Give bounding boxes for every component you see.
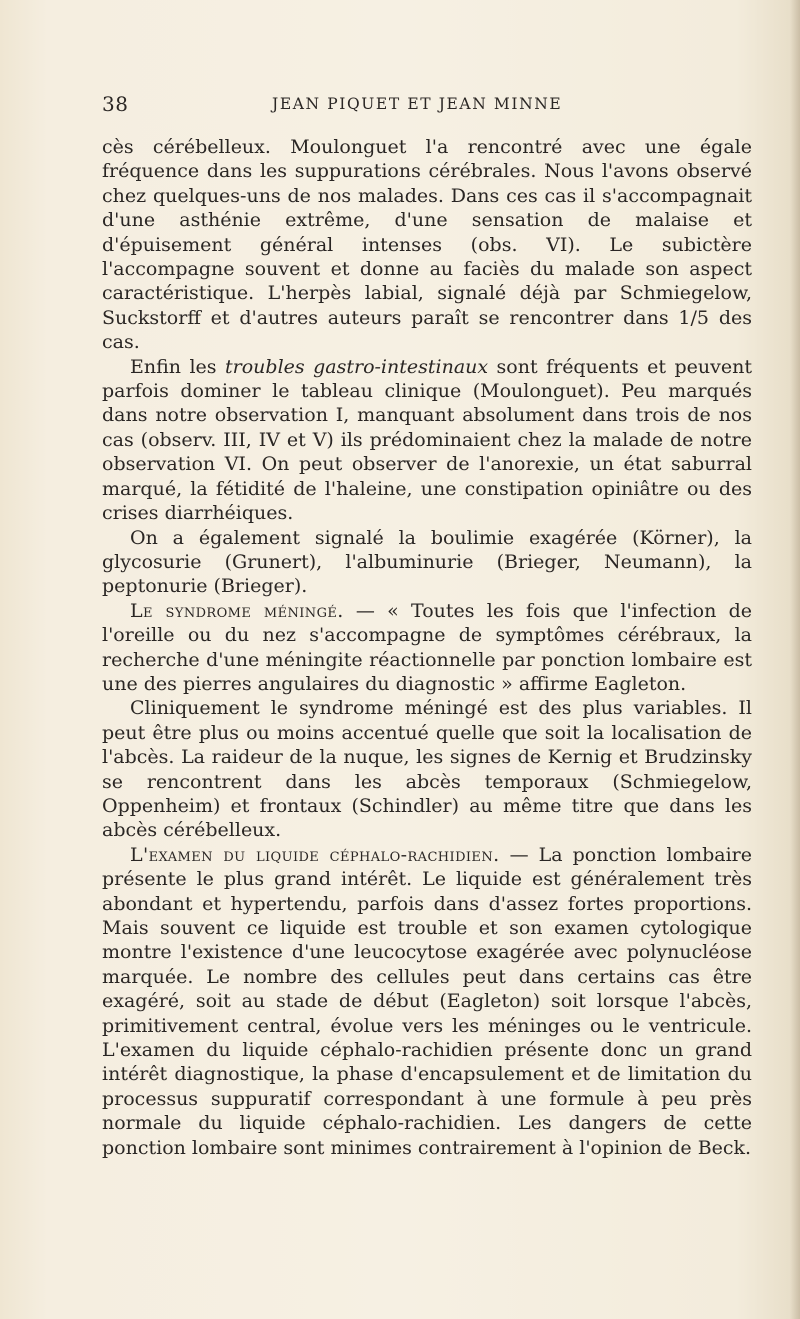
paragraph-4-text: — « Toutes les fois que l'infection de l'oreille ou du nez s'accompagne de symptômes cérébraux, la recherche d'une méningite réactionnelle par ponction lombaire est une des pierres angulaires du diagnostic » affirme Eagleton.: [102, 599, 752, 695]
body-text: [102, 135, 752, 1160]
page-edge-shadow: [790, 0, 800, 1319]
section-heading-syndrome-meninge: Le syndrome méningé.: [130, 599, 344, 622]
paragraph-5: [102, 696, 752, 842]
paragraph-3: [102, 526, 752, 599]
paragraph-3-text: On a également signalé la boulimie exagérée (Körner), la glycosurie (Grunert), l'albuminurie (Brieger, Neumann), la peptonurie (Brieger).: [102, 526, 752, 598]
paragraph-6: [102, 843, 752, 1160]
paragraph-2-lead: Enfin les: [130, 355, 226, 378]
paragraph-4: [102, 599, 752, 697]
paragraph-6-text: — La ponction lombaire présente le plus grand intérêt. Le liquide est généralement très abondant et hypertendu, parfois dans d'assez fortes proportions. Mais souvent ce liquide est trouble et son examen cytologique montre l'existence d'une leucocytose exagérée avec polynucléose marquée. Le nombre des cellules peut dans certains cas être exagéré, soit au stade de début (Eagleton) soit lorsque l'abcès, primitivement central, évolue vers les méninges ou le ventricule. L'examen du liquide céphalo-rachidien présente donc un grand intérêt diagnostique, la phase d'encapsulement et de limitation du processus suppuratif correspondant à une formule à peu près normale du liquide céphalo-rachidien. Les dangers de cette ponction lombaire sont minimes contrairement à l'opinion de Beck.: [102, 843, 752, 1159]
paragraph-2: [102, 355, 752, 526]
paragraph-5-text: Cliniquement le syndrome méningé est des plus variables. Il peut être plus ou moins accentué quelle que soit la localisation de l'abcès. La raideur de la nuque, les signes de Kernig et Brudzinsky se rencontrent dans les abcès temporaux (Schmiegelow, Oppenheim) et frontaux (Schindler) au même titre que dans les abcès cérébelleux.: [102, 697, 752, 842]
section-heading-examen-liquide: L'examen du liquide céphalo-rachidien.: [130, 843, 500, 866]
page-number: 38: [102, 92, 129, 116]
page-header: [102, 92, 742, 118]
paragraph-2-text: sont fréquents et peuvent parfois dominer le tableau clinique (Moulonguet). Peu marqués dans notre observation I, manquant absolument dans trois de nos cas (observ. III, IV et V) ils prédominaient chez la malade de notre observation VI. On peut observer de l'anorexie, un état saburral marqué, la fétidité de l'haleine, une constipation opiniâtre ou des crises diarrhéiques.: [102, 355, 752, 525]
paragraph-2-italic-term: troubles gastro-intestinaux: [225, 355, 489, 378]
running-head: JEAN PIQUET ET JEAN MINNE: [272, 95, 563, 113]
paragraph-1: [102, 135, 752, 355]
paragraph-1-text: cès cérébelleux. Moulonguet l'a rencontré avec une égale fréquence dans les suppurations cérébrales. Nous l'avons observé chez quelques-uns de nos malades. Dans ces cas il s'accompagnait d'une asthénie extrême, d'une sensation de malaise et d'épuisement général intenses (obs. VI). Le subictère l'accompagne souvent et donne au faciès du malade son aspect caractéristique. L'herpès labial, signalé déjà par Schmiegelow, Suckstorff et d'autres auteurs paraît se rencontrer dans 1/5 des cas.: [102, 136, 752, 354]
